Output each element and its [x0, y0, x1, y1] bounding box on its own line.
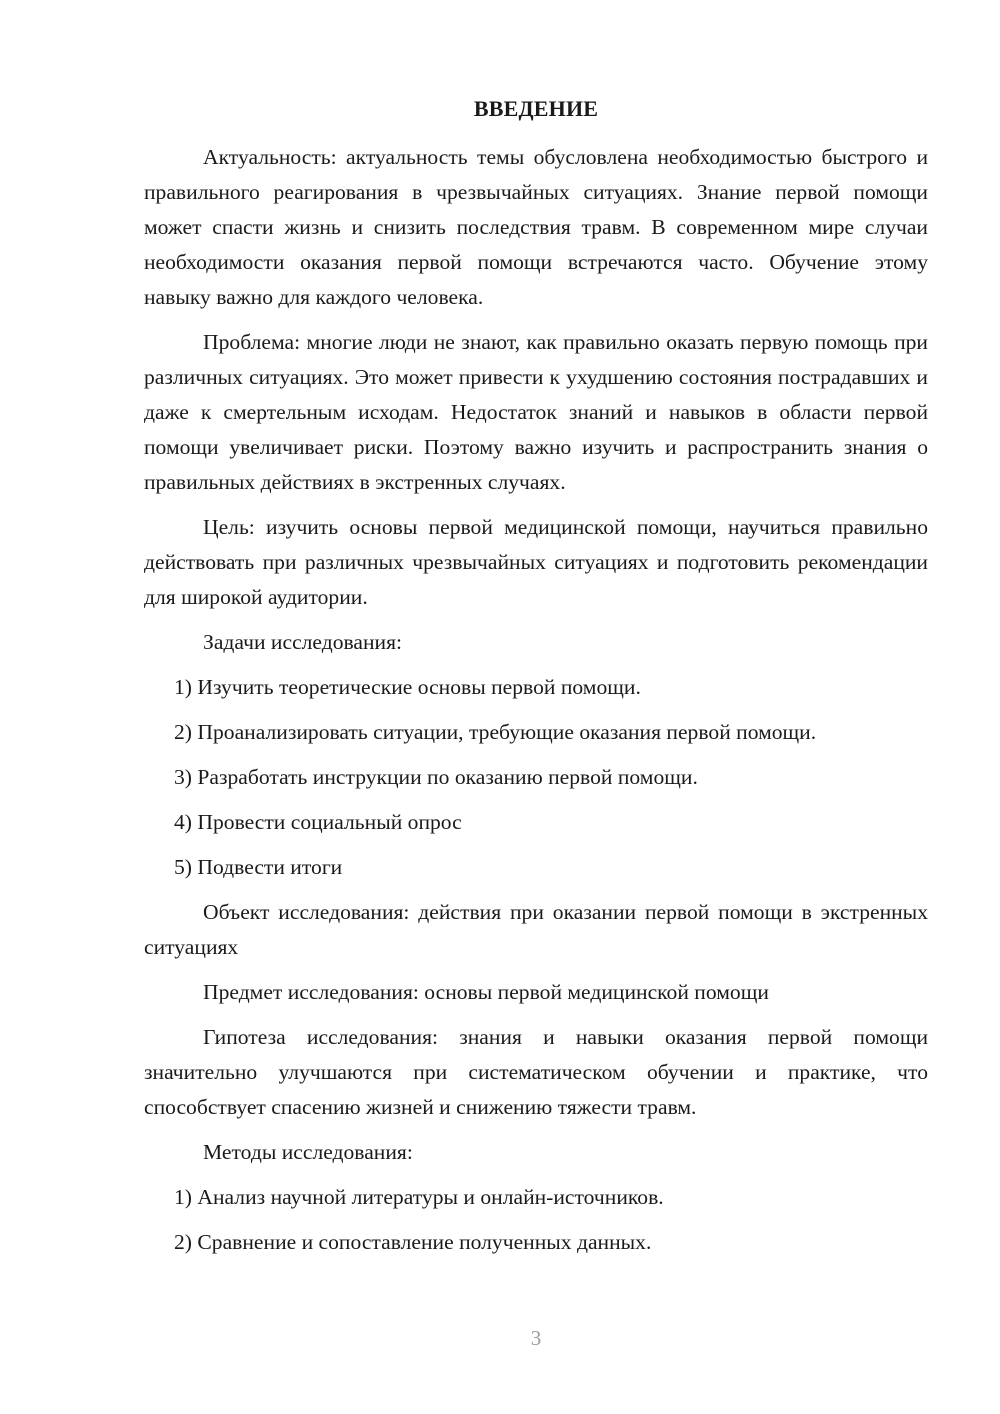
list-item-task: 3) Разработать инструкции по оказанию первой помощи.	[174, 765, 698, 789]
list-item-task: 2) Проанализировать ситуации, требующие оказания первой помощи.	[174, 720, 817, 744]
document-body	[144, 140, 928, 1270]
list-item-task: 1) Изучить теоретические основы первой помощи.	[174, 675, 641, 699]
list-item-task: 5) Подвести итоги	[174, 855, 343, 879]
paragraph-goal: Цель: изучить основы первой медицинской помощи, научиться правильно действовать при различных чрезвычайных ситуациях и подготовить рекомендации для широкой аудитории.	[144, 515, 928, 609]
paragraph-object: Объект исследования: действия при оказании первой помощи в экстренных ситуациях	[144, 900, 928, 959]
page-title: ВВЕДЕНИЕ	[473, 96, 599, 121]
list-item-method: 1) Анализ научной литературы и онлайн-источников.	[174, 1185, 664, 1209]
paragraph-subject: Предмет исследования: основы первой медицинской помощи	[203, 980, 769, 1004]
paragraph-problem: Проблема: многие люди не знают, как правильно оказать первую помощь при различных ситуациях. Это может привести к ухудшению состояния пострадавших и даже к смертельным исходам. Недостаток знаний и навыков в области первой помощи увеличивает риски. Поэтому важно изучить и распространить знания о правильных действиях в экстренных случаях.	[144, 330, 928, 494]
tasks-heading: Задачи исследования:	[203, 630, 403, 654]
methods-heading: Методы исследования:	[203, 1140, 413, 1164]
paragraph-actuality: Актуальность: актуальность темы обусловлена необходимостью быстрого и правильного реагирования в чрезвычайных ситуациях. Знание первой помощи может спасти жизнь и снизить последствия травм. В современном мире случаи необходимости оказания первой помощи встречаются часто. Обучение этому навыку важно для каждого человека.	[144, 145, 928, 309]
list-item-method: 2) Сравнение и сопоставление полученных данных.	[174, 1230, 652, 1254]
paragraph-hypothesis: Гипотеза исследования: знания и навыки оказания первой помощи значительно улучшаются при систематическом обучении и практике, что способствует спасению жизней и снижению тяжести травм.	[144, 1025, 928, 1119]
list-item-task: 4) Провести социальный опрос	[174, 810, 462, 834]
page-number: 3	[530, 1326, 542, 1350]
